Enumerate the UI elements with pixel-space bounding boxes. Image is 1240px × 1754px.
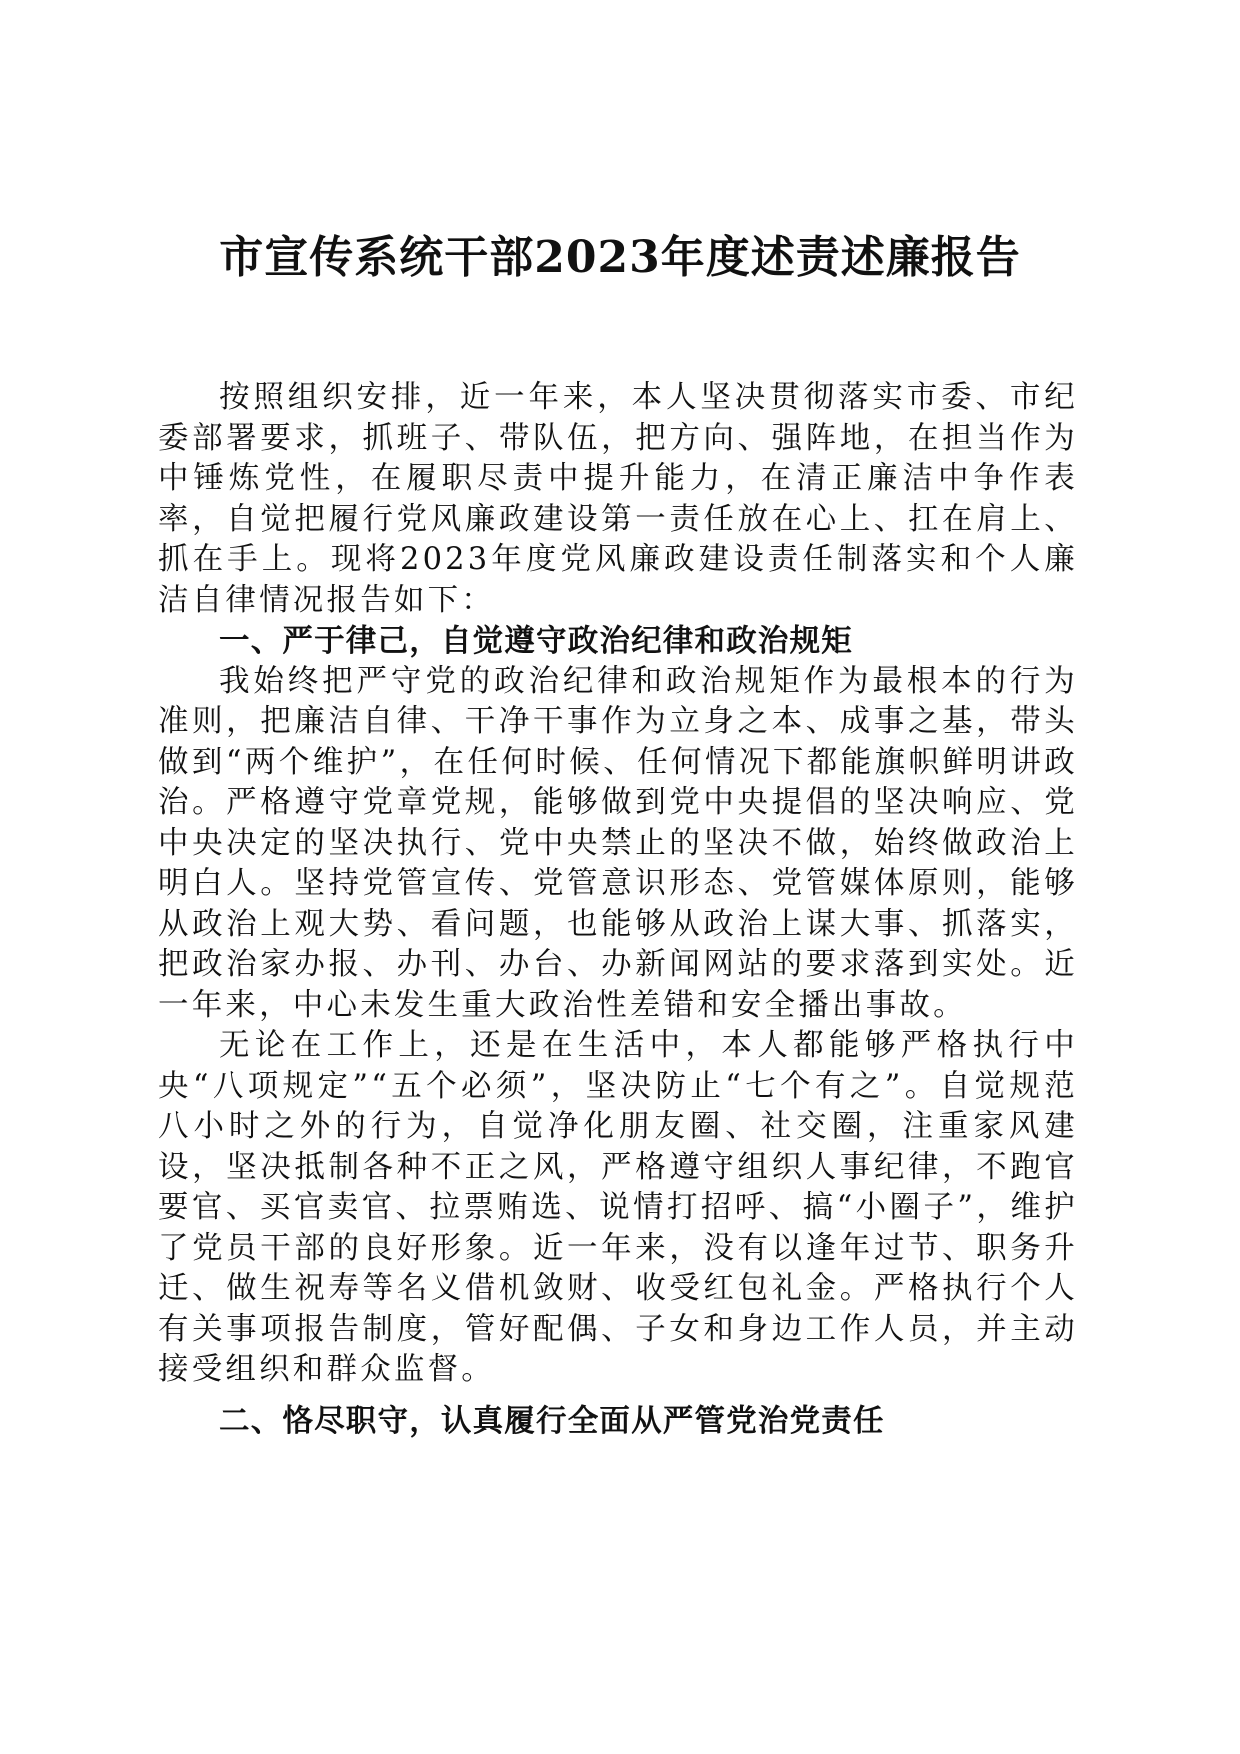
section-1-paragraph-1: 我始终把严守党的政治纪律和政治规矩作为最根本的行为准则，把廉洁自律、干净干事作为立身之本、成事之基，带头做到“两个维护”，在任何时候、任何情况下都能旗帜鲜明讲政治。严格遵守党章党规，能够做到党中央提倡的坚决响应、党中央决定的坚决执行、党中央禁止的坚决不做，始终做政治上明白人。坚持党管宣传、党管意识形态、党管媒体原则，能够从政治上观大势、看问题，也能够从政治上谋大事、抓落实，把政治家办报、办刊、办台、办新闻网站的要求落到实处。近一年来，中心未发生重大政治性差错和安全播出事故。 (158, 663, 1078, 1023)
intro-paragraph: 按照组织安排，近一年来，本人坚决贯彻落实市委、市纪委部署要求，抓班子、带队伍，把方向、强阵地，在担当作为中锤炼党性，在履职尽责中提升能力，在清正廉洁中争作表率，自觉把履行党风廉政建设第一责任放在心上、扛在肩上、抓在手上。现将2023年度党风廉政建设责任制落实和个人廉洁自律情况报告如下： (158, 380, 1078, 618)
document-title: 市宣传系统干部2023年度述责述廉报告 (219, 232, 1021, 283)
section-1-paragraph-2: 无论在工作上，还是在生活中，本人都能够严格执行中央“八项规定”“五个必须”，坚决防止“七个有之”。自觉规范八小时之外的行为，自觉净化朋友圈、社交圈，注重家风建设，坚决抵制各种不正之风，严格遵守组织人事纪律，不跑官要官、买官卖官、拉票贿选、说情打招呼、搞“小圈子”，维护了党员干部的良好形象。近一年来，没有以逢年过节、职务升迁、做生祝寿等名义借机敛财、收受红包礼金。严格执行个人有关事项报告制度，管好配偶、子女和身边工作人员，并主动接受组织和群众监督。 (158, 1028, 1078, 1387)
section-1-heading: 一、严于律己，自觉遵守政治纪律和政治规矩 (219, 623, 853, 659)
section-2-heading: 二、恪尽职守，认真履行全面从严管党治党责任 (219, 1402, 885, 1439)
document-body (158, 378, 1078, 1441)
